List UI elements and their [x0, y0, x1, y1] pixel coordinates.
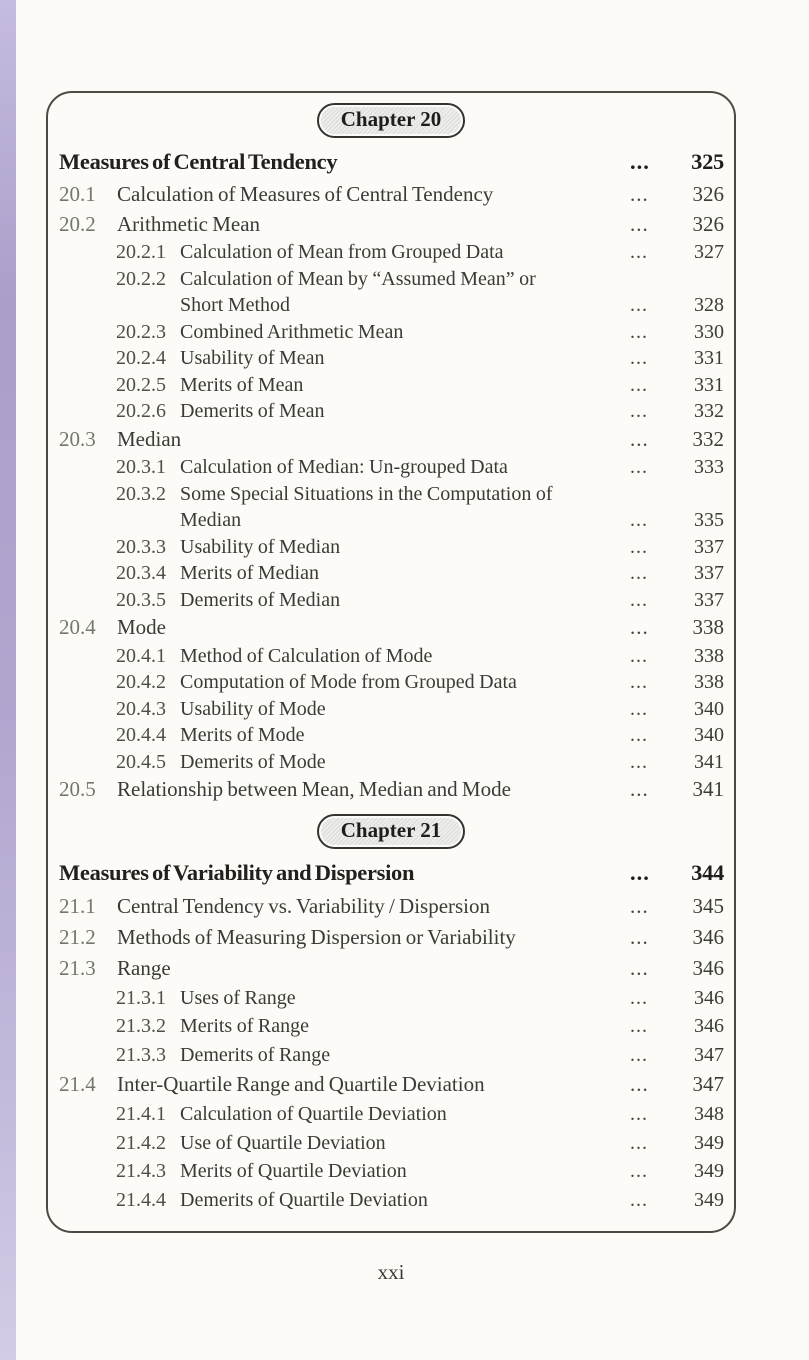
page-number: 340	[694, 724, 724, 746]
toc-row	[48, 319, 734, 346]
section-number: 21.4	[59, 1072, 96, 1096]
section-title-line: Computation of Mode from Grouped Data	[180, 671, 517, 693]
section-title-line: Mode	[117, 615, 166, 639]
section-title-line: Range	[117, 955, 171, 980]
chapter-section	[48, 103, 734, 805]
section-title	[117, 180, 630, 210]
page-number: 349	[694, 1160, 724, 1182]
toc-row	[48, 1100, 734, 1129]
leader-dots: ...	[630, 1043, 648, 1066]
chapter-section	[48, 814, 734, 1215]
leader-dots: ...	[630, 1015, 648, 1037]
leader-dots: ...	[630, 211, 649, 236]
leader-dots: ...	[630, 456, 648, 478]
section-title-line: Uses of Range	[180, 986, 296, 1009]
page-number: 327	[694, 241, 724, 263]
page-folio: xxi	[377, 1260, 405, 1284]
chapter-title	[59, 144, 630, 180]
leader-dots: ...	[630, 697, 648, 720]
section-number: 20.4	[59, 615, 96, 639]
leader-dots: ...	[630, 1131, 648, 1154]
section-title-line: Demerits of Mean	[180, 400, 325, 422]
page-number: 330	[694, 320, 724, 343]
section-number: 21.4.2	[116, 1131, 166, 1154]
section-title	[180, 345, 630, 372]
section-title	[180, 239, 630, 266]
section-title-line: Calculation of Mean by “Assumed Mean” or	[180, 267, 536, 290]
section-title	[180, 1012, 630, 1041]
leader-dots: ...	[630, 182, 649, 206]
section-title	[180, 1186, 630, 1215]
leader-dots: ...	[630, 562, 648, 584]
section-number: 20.2.2	[116, 267, 166, 290]
page-number: 346	[694, 986, 724, 1009]
leader-dots: ...	[630, 777, 649, 801]
leader-dots: ...	[630, 1188, 648, 1211]
page-number: 346	[692, 924, 724, 949]
section-number: 20.2.3	[116, 320, 166, 343]
toc-row	[48, 722, 734, 749]
leader-dots: ...	[630, 535, 648, 558]
leader-dots: ...	[630, 373, 648, 396]
section-title	[180, 534, 630, 561]
section-title-line: Relationship between Mean, Median and Mode	[117, 777, 511, 801]
chapter-badge-row	[48, 103, 734, 138]
section-title-line: Combined Arithmetic Mean	[180, 320, 404, 343]
leader-dots: ...	[630, 1160, 648, 1182]
page-number: 331	[694, 347, 724, 369]
toc-row	[48, 481, 734, 534]
section-title	[180, 696, 630, 723]
section-title	[117, 953, 630, 984]
section-title-line: Calculation of Measures of Central Tendency	[117, 182, 494, 206]
toc-row	[48, 398, 734, 425]
section-title	[180, 1129, 630, 1158]
toc-row	[48, 613, 734, 643]
section-title-line: Merits of Range	[180, 1015, 309, 1037]
leader-dots: ...	[630, 671, 648, 693]
toc-box	[46, 91, 736, 1233]
section-number: 20.2.4	[116, 347, 166, 369]
section-title-line: Method of Calculation of Mode	[180, 644, 433, 667]
section-number: 21.2	[59, 924, 96, 949]
page-number: 332	[694, 400, 724, 422]
leader-dots: ...	[630, 986, 648, 1009]
section-number: 21.3	[59, 955, 96, 980]
leader-dots: ...	[630, 924, 649, 949]
toc-row	[48, 1186, 734, 1215]
toc-row	[48, 1157, 734, 1186]
section-title-line: Some Special Situations in the Computation of	[180, 482, 553, 505]
scan-edge-strip	[0, 0, 16, 1360]
page-number: 338	[694, 671, 724, 693]
section-number: 20.3	[59, 426, 96, 451]
leader-dots: ...	[630, 955, 649, 980]
page-number: 337	[694, 562, 724, 584]
section-title-line: Short Method	[180, 294, 291, 316]
toc-row	[48, 454, 734, 481]
section-title	[117, 1069, 630, 1100]
leader-dots: ...	[630, 893, 649, 918]
chapter-badge: Chapter 20	[317, 103, 466, 138]
leader-dots: ...	[630, 426, 649, 451]
section-title	[180, 984, 630, 1013]
page-number: 338	[694, 644, 724, 667]
page-number: 337	[694, 588, 724, 611]
toc-row	[48, 1012, 734, 1041]
page-number: 347	[692, 1072, 724, 1096]
section-title-line: Median	[117, 426, 182, 451]
section-title	[180, 319, 630, 346]
toc-row	[48, 749, 734, 776]
page-number: 335	[694, 509, 724, 531]
section-number: 21.3.1	[116, 986, 166, 1009]
chapter-heading-row	[48, 855, 734, 891]
section-title	[180, 266, 630, 319]
section-number: 20.1	[59, 182, 96, 206]
section-title-line: Usability of Mode	[180, 697, 326, 720]
section-title	[180, 1100, 630, 1129]
toc-row	[48, 210, 734, 240]
section-title	[180, 560, 630, 587]
toc-row	[48, 669, 734, 696]
leader-dots: ...	[630, 149, 650, 174]
section-title-line: Median	[180, 509, 242, 531]
section-title	[117, 922, 630, 953]
section-number: 21.3.3	[116, 1043, 166, 1066]
section-number: 21.4.4	[116, 1188, 166, 1211]
toc-row	[48, 1129, 734, 1158]
toc-row	[48, 345, 734, 372]
section-title-line: Merits of Mean	[180, 373, 304, 396]
leader-dots: ...	[630, 320, 648, 343]
page-number: 346	[692, 955, 724, 980]
section-title	[117, 891, 630, 922]
section-title	[180, 454, 630, 481]
leader-dots: ...	[630, 509, 648, 531]
section-title-line: Calculation of Mean from Grouped Data	[180, 241, 504, 263]
toc-row	[48, 587, 734, 614]
section-number: 20.2.1	[116, 241, 166, 263]
leader-dots: ...	[630, 750, 648, 773]
section-title-line: Demerits of Mode	[180, 750, 326, 773]
page-number: 326	[692, 211, 724, 236]
leader-dots: ...	[630, 859, 650, 885]
toc-row	[48, 984, 734, 1013]
section-title	[180, 643, 630, 670]
chapter-heading-row	[48, 144, 734, 180]
leader-dots: ...	[630, 724, 648, 746]
section-title	[180, 1157, 630, 1186]
page-number: 340	[694, 697, 724, 720]
page-number: 344	[691, 859, 724, 885]
section-number: 20.4.3	[116, 697, 166, 720]
section-number: 20.3.2	[116, 482, 166, 505]
section-title	[180, 481, 630, 534]
toc-row	[48, 560, 734, 587]
section-number: 20.2	[59, 211, 96, 236]
section-title-line: Usability of Mean	[180, 347, 325, 369]
section-number: 20.5	[59, 777, 96, 801]
section-number: 21.4.1	[116, 1103, 166, 1125]
toc-row	[48, 534, 734, 561]
leader-dots: ...	[630, 347, 648, 369]
toc-row	[48, 239, 734, 266]
toc-row	[48, 922, 734, 953]
section-title	[180, 749, 630, 776]
chapter-title	[59, 855, 630, 891]
page-number: 348	[694, 1103, 724, 1125]
section-title-line: Calculation of Quartile Deviation	[180, 1103, 447, 1125]
section-title-line: Demerits of Quartile Deviation	[180, 1188, 428, 1211]
section-title	[180, 722, 630, 749]
section-title-line: Demerits of Median	[180, 588, 341, 611]
section-title-line: Merits of Quartile Deviation	[180, 1160, 407, 1182]
section-number: 20.4.4	[116, 724, 166, 746]
section-title	[180, 1041, 630, 1070]
section-title	[180, 372, 630, 399]
section-number: 21.1	[59, 893, 96, 918]
page-number: 349	[694, 1131, 724, 1154]
toc-row	[48, 266, 734, 319]
leader-dots: ...	[630, 294, 648, 316]
section-title-line: Methods of Measuring Dispersion or Variability	[117, 924, 516, 949]
toc-row	[48, 891, 734, 922]
section-title-line: Calculation of Median: Un-grouped Data	[180, 456, 508, 478]
toc-row	[48, 180, 734, 210]
page-number: 333	[694, 456, 724, 478]
leader-dots: ...	[630, 588, 648, 611]
section-title	[180, 398, 630, 425]
page-number: 341	[694, 750, 724, 773]
page-number: 347	[694, 1043, 724, 1066]
section-title-line: Merits of Mode	[180, 724, 305, 746]
section-title-line: Arithmetic Mean	[117, 211, 261, 236]
page-number: 328	[694, 294, 724, 316]
leader-dots: ...	[630, 400, 648, 422]
section-number: 20.3.3	[116, 535, 166, 558]
section-title-line: Central Tendency vs. Variability / Dispersion	[117, 893, 491, 918]
section-title-line: Demerits of Range	[180, 1043, 331, 1066]
toc-row	[48, 696, 734, 723]
page-number: 325	[691, 149, 724, 174]
toc-row	[48, 953, 734, 984]
section-title	[117, 425, 630, 455]
page-number: 349	[694, 1188, 724, 1211]
section-title-line: Usability of Median	[180, 535, 341, 558]
section-number: 20.3.4	[116, 562, 166, 584]
section-number: 20.2.5	[116, 373, 166, 396]
page-number: 326	[692, 182, 724, 206]
section-title	[117, 210, 630, 240]
section-title-line: Use of Quartile Deviation	[180, 1131, 386, 1154]
toc-row	[48, 775, 734, 805]
section-title-line: Merits of Median	[180, 562, 319, 584]
section-title	[180, 587, 630, 614]
section-title	[117, 775, 630, 805]
chapter-badge-row	[48, 814, 734, 849]
toc-row	[48, 1069, 734, 1100]
section-title	[180, 669, 630, 696]
toc-row	[48, 425, 734, 455]
section-number: 20.2.6	[116, 400, 166, 422]
toc-row	[48, 372, 734, 399]
page-number: 337	[694, 535, 724, 558]
section-number: 20.3.1	[116, 456, 166, 478]
page-number: 346	[694, 1015, 724, 1037]
section-number: 21.4.3	[116, 1160, 166, 1182]
chapter-title-text: Measures of Central Tendency	[59, 149, 338, 174]
toc-row	[48, 1041, 734, 1070]
leader-dots: ...	[630, 1103, 648, 1125]
leader-dots: ...	[630, 644, 648, 667]
leader-dots: ...	[630, 241, 648, 263]
leader-dots: ...	[630, 1072, 649, 1096]
section-number: 20.4.5	[116, 750, 166, 773]
chapter-title-text: Measures of Variability and Dispersion	[59, 859, 415, 885]
chapter-badge: Chapter 21	[317, 814, 466, 849]
leader-dots: ...	[630, 615, 649, 639]
section-number: 21.3.2	[116, 1015, 166, 1037]
section-title-line: Inter-Quartile Range and Quartile Deviation	[117, 1072, 485, 1096]
page-number: 338	[692, 615, 724, 639]
page-number: 331	[694, 373, 724, 396]
section-number: 20.3.5	[116, 588, 166, 611]
page-number: 345	[692, 893, 724, 918]
section-number: 20.4.2	[116, 671, 166, 693]
section-title	[117, 613, 630, 643]
page-number: 332	[692, 426, 724, 451]
section-number: 20.4.1	[116, 644, 166, 667]
toc-row	[48, 643, 734, 670]
page-number: 341	[692, 777, 724, 801]
